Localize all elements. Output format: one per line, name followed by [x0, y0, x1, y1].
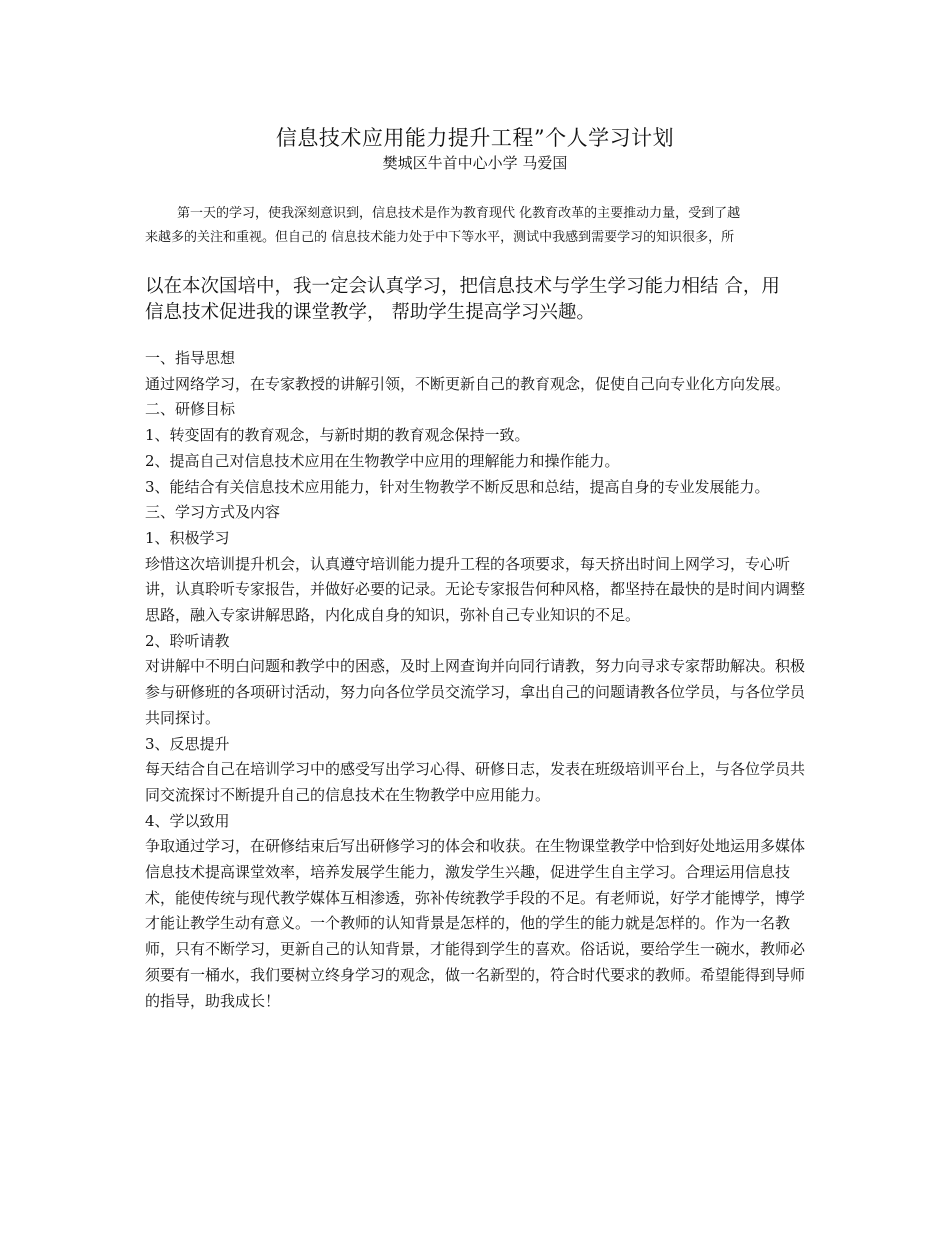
author-line: 樊城区牛首中心小学 马爱国: [382, 154, 568, 172]
section-heading: 二、研修目标: [145, 400, 236, 419]
large-text-line-1: 以在本次国培中，我一定会认真学习，把信息技术与学生学习能力相结 合，用: [145, 276, 780, 297]
intro-line-1: 第一天的学习，使我深刻意识到，信息技术是作为教育现代 化教育改革的主要推动力量，受到了越: [177, 206, 741, 221]
body-paragraph: 通过网络学习，在专家教授的讲解引领，不断更新自己的教育观念，促使自己向专业化方向发展。: [145, 374, 791, 393]
intro-paragraph: [145, 202, 810, 250]
large-text-line-2: 信息技术促进我的课堂教学， 帮助学生提高学习兴趣。: [145, 302, 595, 323]
body-paragraph: 对讲解中不明白问题和教学中的困惑，及时上网查询并向同行请教，努力向寻求专家帮助解决。积极参与研修班的各项研讨活动，努力向各位学员交流学习，拿出自己的问题请教各位学员，与各位学员共同探讨。: [145, 657, 806, 727]
section-heading: 一、指导思想: [145, 349, 236, 367]
body-paragraph: 珍惜这次培训提升机会，认真遵守培训能力提升工程的各项要求，每天挤出时间上网学习，专心听讲，认真聆听专家报告，并做好必要的记录。无论专家报告何种风格，都坚持在最快的是时间内调整思路，融入专家讲解思路，内化成自身的知识，弥补自己专业知识的不足。: [145, 554, 806, 625]
subsection-heading: 2、聆听请教: [145, 631, 230, 650]
body-paragraph: 每天结合自己在培训学习中的感受写出学习心得、研修日志，发表在班级培训平台上，与各位学员共同交流探讨不断提升自己的信息技术在生物教学中应用能力。: [145, 760, 806, 804]
section-heading: 三、学习方式及内容: [145, 503, 281, 522]
subsection-heading: 1、积极学习: [145, 528, 230, 547]
body-paragraph: 争取通过学习，在研修结束后写出研修学习的体会和收获。在生物课堂教学中恰到好处地运用多媒体信息技术提高课堂效率，培养发展学生能力，激发学生兴趣，促进学生自主学习。合理运用信息技术，能使传统与现代教学媒体互相渗透，弥补传统教学手段的不足。有老师说，好学才能博学，博学才能让教学生动有意义。一个教师的认知背景是怎样的，他的学生的能力就是怎样的。作为一名教师，只有不断学习，更新自己的认知背景，才能得到学生的喜欢。俗话说，要给学生一碗水，教师必须要有一桶水，我们要树立终身学习的观念，做一名新型的，符合时代要求的教师。希望能得到导师的指导，助我成长！: [145, 837, 806, 1010]
intro-line-2: 来越多的关注和重视。但自己的 信息技术能力处于中下等水平，测试中我感到需要学习的知识很多，所: [145, 230, 735, 245]
document-title: 信息技术应用能力提升工程”个人学习计划: [275, 126, 675, 150]
body-paragraph: 1、转变固有的教育观念，与新时期的教育观念保持一致。: [145, 426, 530, 445]
body-paragraph: 2、提高自己对信息技术应用在生物教学中应用的理解能力和操作能力。: [145, 451, 620, 470]
large-text-paragraph: [145, 274, 810, 326]
document-body: [145, 346, 810, 1014]
subsection-heading: 3、反思提升: [145, 734, 230, 753]
body-paragraph: 3、能结合有关信息技术应用能力，针对生物教学不断反思和总结，提高自身的专业发展能力。: [145, 477, 770, 496]
subsection-heading: 4、学以致用: [145, 811, 230, 830]
